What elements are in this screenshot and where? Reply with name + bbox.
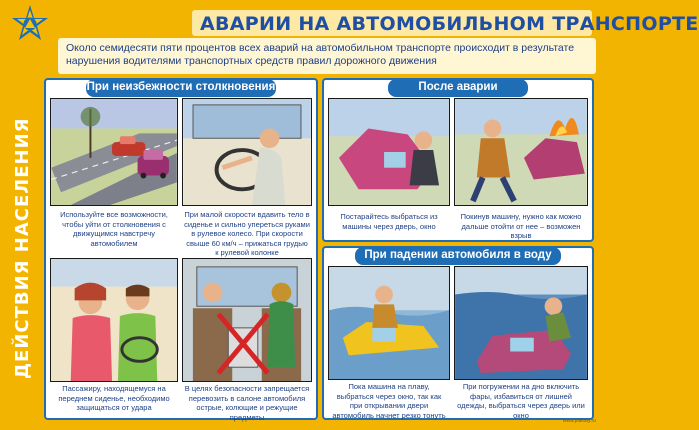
footer-note: www.plakaty.ru [562, 418, 596, 424]
section-title-car-in-water: При падении автомобиля в воду [355, 247, 561, 265]
illustration-road-collision [50, 98, 178, 206]
intro-text: Около семидесяти пяти процентов всех аварий на автомобильном транспорте происходит в результате нарушения водителями транспортных средств правил дорожного движения [66, 42, 575, 67]
caption-avoid-collision: Используйте все возможности, чтобы уйти от столкновения с движущимся навстречу автомобилем [60, 210, 168, 248]
illustration-no-sharp-objects [182, 258, 312, 382]
illustration-passenger [50, 258, 178, 382]
section-title-after-accident: После аварии [388, 79, 528, 97]
page-title: АВАРИИ НА АВТОМОБИЛЬНОМ ТРАНСПОРТЕ [200, 13, 699, 35]
emblem-icon [10, 4, 50, 44]
illustration-overturned-car [328, 98, 450, 206]
section-title-collision: При неизбежности столкновения [86, 79, 276, 97]
caption-no-sharp-objects: В целях безопасности запрещается перевозить в салоне автомобиля острые, колющие и режущие предметы [184, 384, 310, 422]
caption-brace-for-impact: При малой скорости вдавить тело в сиденье и сильно упереться руками в рулевое колесо. При скорости свыше 60 км/ч – прижаться грудью к рулевой колонке [184, 210, 310, 257]
caption-escape-underwater: При погружении на дно включить фары, избавиться от лишней одежды, выбраться через дверь или окно [457, 382, 585, 420]
caption-passenger-protection: Пассажиру, находящемуся на переднем сиденье, необходимо защищаться от удара [58, 384, 170, 412]
sidebar-label: ДЕЙСТВИЯ НАСЕЛЕНИЯ [12, 117, 33, 379]
illustration-burning-car [454, 98, 588, 206]
illustration-driver-brace [182, 98, 312, 206]
illustration-car-floating [328, 266, 450, 380]
caption-move-away: Покинув машину, нужно как можно дальше отойти от нее – возможен взрыв [460, 212, 582, 240]
caption-exit-vehicle: Постарайтесь выбраться из машины через дверь, окно [340, 212, 438, 231]
caption-escape-while-afloat: Пока машина на плаву, выбраться через окно, так как при открывании двери автомобиль начнет резко тонуть [332, 382, 446, 420]
illustration-car-underwater [454, 266, 588, 380]
